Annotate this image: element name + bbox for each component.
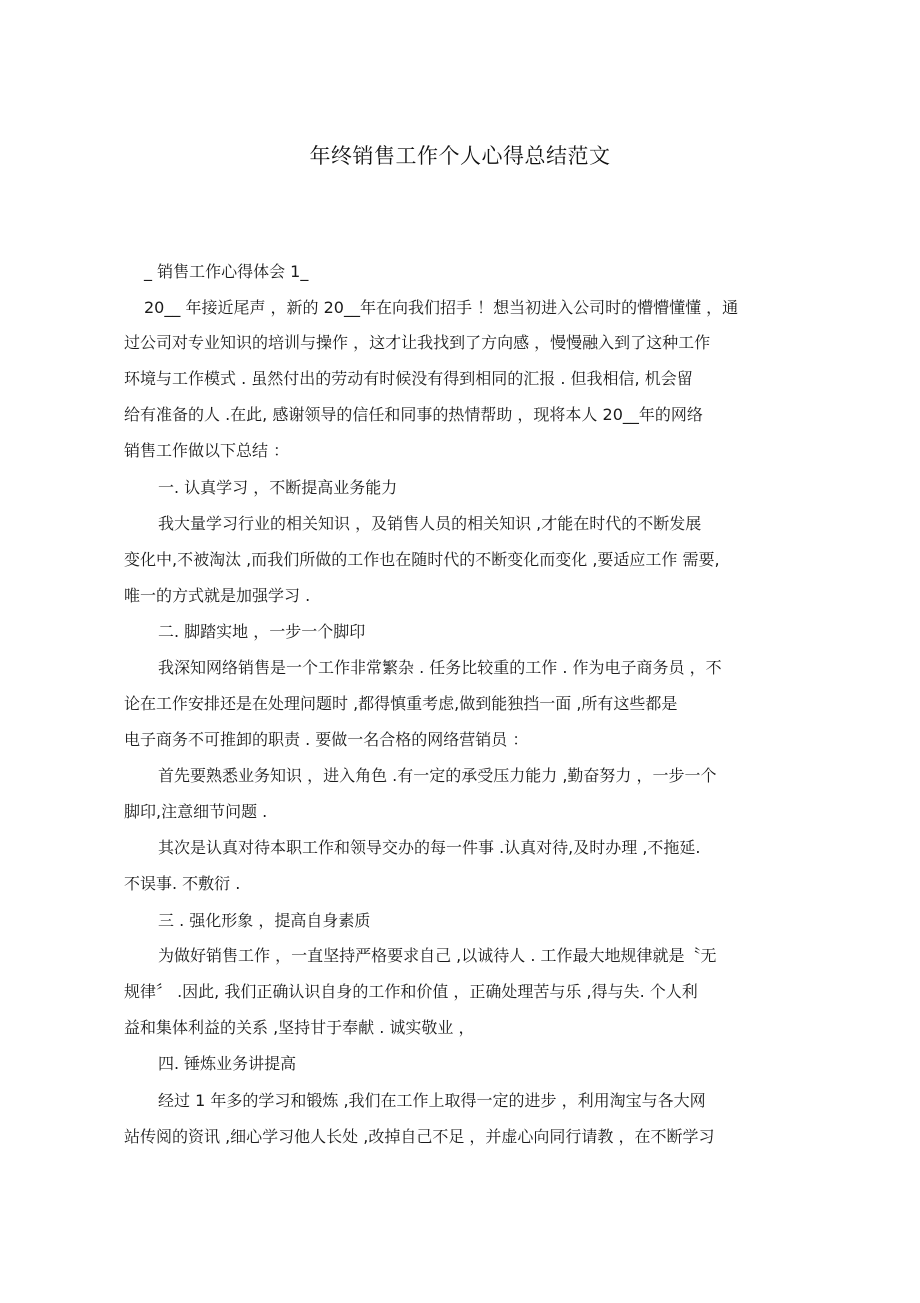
paragraph-line: 20__ 年接近尾声 ，新的 20__年在向我们招手 ！想当初进入公司时的懵懵懂懂 ，通 bbox=[144, 298, 739, 317]
document-title: 年终销售工作个人心得总结范文 bbox=[309, 144, 611, 168]
paragraph-line: 过公司对专业知识的培训与操作 ，这才让我找到了方向感 ，慢慢融入到了这种工作 bbox=[124, 333, 711, 352]
paragraph-line: 论在工作安排还是在处理问题时 ,都得慎重考虑,做到能独挡一面 ,所有这些都是 bbox=[124, 694, 678, 713]
paragraph-line: 首先要熟悉业务知识 ，进入角色 .有一定的承受压力能力 ,勤奋努力 ，一步一个 bbox=[158, 766, 717, 785]
paragraph-line: 唯一的方式就是加强学习 . bbox=[124, 586, 311, 605]
section-heading: 一. 认真学习 ，不断提高业务能力 bbox=[158, 478, 398, 497]
paragraph-line: 益和集体利益的关系 ,坚持甘于奉献 . 诚实敬业 ， bbox=[124, 1018, 475, 1037]
paragraph-line: 我深知网络销售是一个工作非常繁杂 . 任务比较重的工作 . 作为电子商务员 ，不 bbox=[158, 658, 722, 677]
paragraph-line: 为做好销售工作 ，一直坚持严格要求自己 ,以诚待人 . 工作最大地规律就是〝无 bbox=[158, 946, 717, 965]
section-heading: 三 . 强化形象 ，提高自身素质 bbox=[158, 911, 371, 930]
paragraph-line: 脚印,注意细节问题 . bbox=[124, 802, 268, 821]
paragraph-line: 不误事. 不敷衍 . bbox=[124, 874, 241, 893]
paragraph-line: 经过 1 年多的学习和锻炼 ,我们在工作上取得一定的进步 ，利用淘宝与各大网 bbox=[158, 1091, 706, 1110]
paragraph-line: 站传阅的资讯 ,细心学习他人长处 ,改掉自己不足 ，并虚心向同行请教 ，在不断学习 bbox=[124, 1127, 715, 1146]
paragraph-line: 其次是认真对待本职工作和领导交办的每一件事 .认真对待,及时办理 ,不拖延. bbox=[158, 838, 701, 857]
paragraph-line: 环境与工作模式 . 虽然付出的劳动有时候没有得到相同的汇报 . 但我相信, 机会留 bbox=[124, 369, 693, 388]
paragraph-line: 变化中,不被淘汰 ,而我们所做的工作也在随时代的不断变化而变化 ,要适应工作 需要, bbox=[124, 550, 720, 569]
paragraph-line: 我大量学习行业的相关知识 ，及销售人员的相关知识 ,才能在时代的不断发展 bbox=[158, 514, 702, 533]
section-heading: 二. 脚踏实地 ，一步一个脚印 bbox=[158, 622, 366, 641]
paragraph-line: 给有准备的人 .在此, 感谢领导的信任和同事的热情帮助 ，现将本人 20__年的网络 bbox=[124, 405, 703, 424]
paragraph-line: 电子商务不可推卸的职责 . 要做一名合格的网络营销员 ： bbox=[124, 730, 529, 749]
paragraph-line: 规律〞 .因此, 我们正确认识自身的工作和价值 ，正确处理苦与乐 ,得与失. 个人利 bbox=[124, 982, 698, 1001]
section-heading: _ 销售工作心得体会 1_ bbox=[144, 262, 309, 281]
section-heading: 四. 锤炼业务讲提高 bbox=[158, 1054, 297, 1073]
paragraph-line: 销售工作做以下总结 ： bbox=[124, 441, 290, 460]
